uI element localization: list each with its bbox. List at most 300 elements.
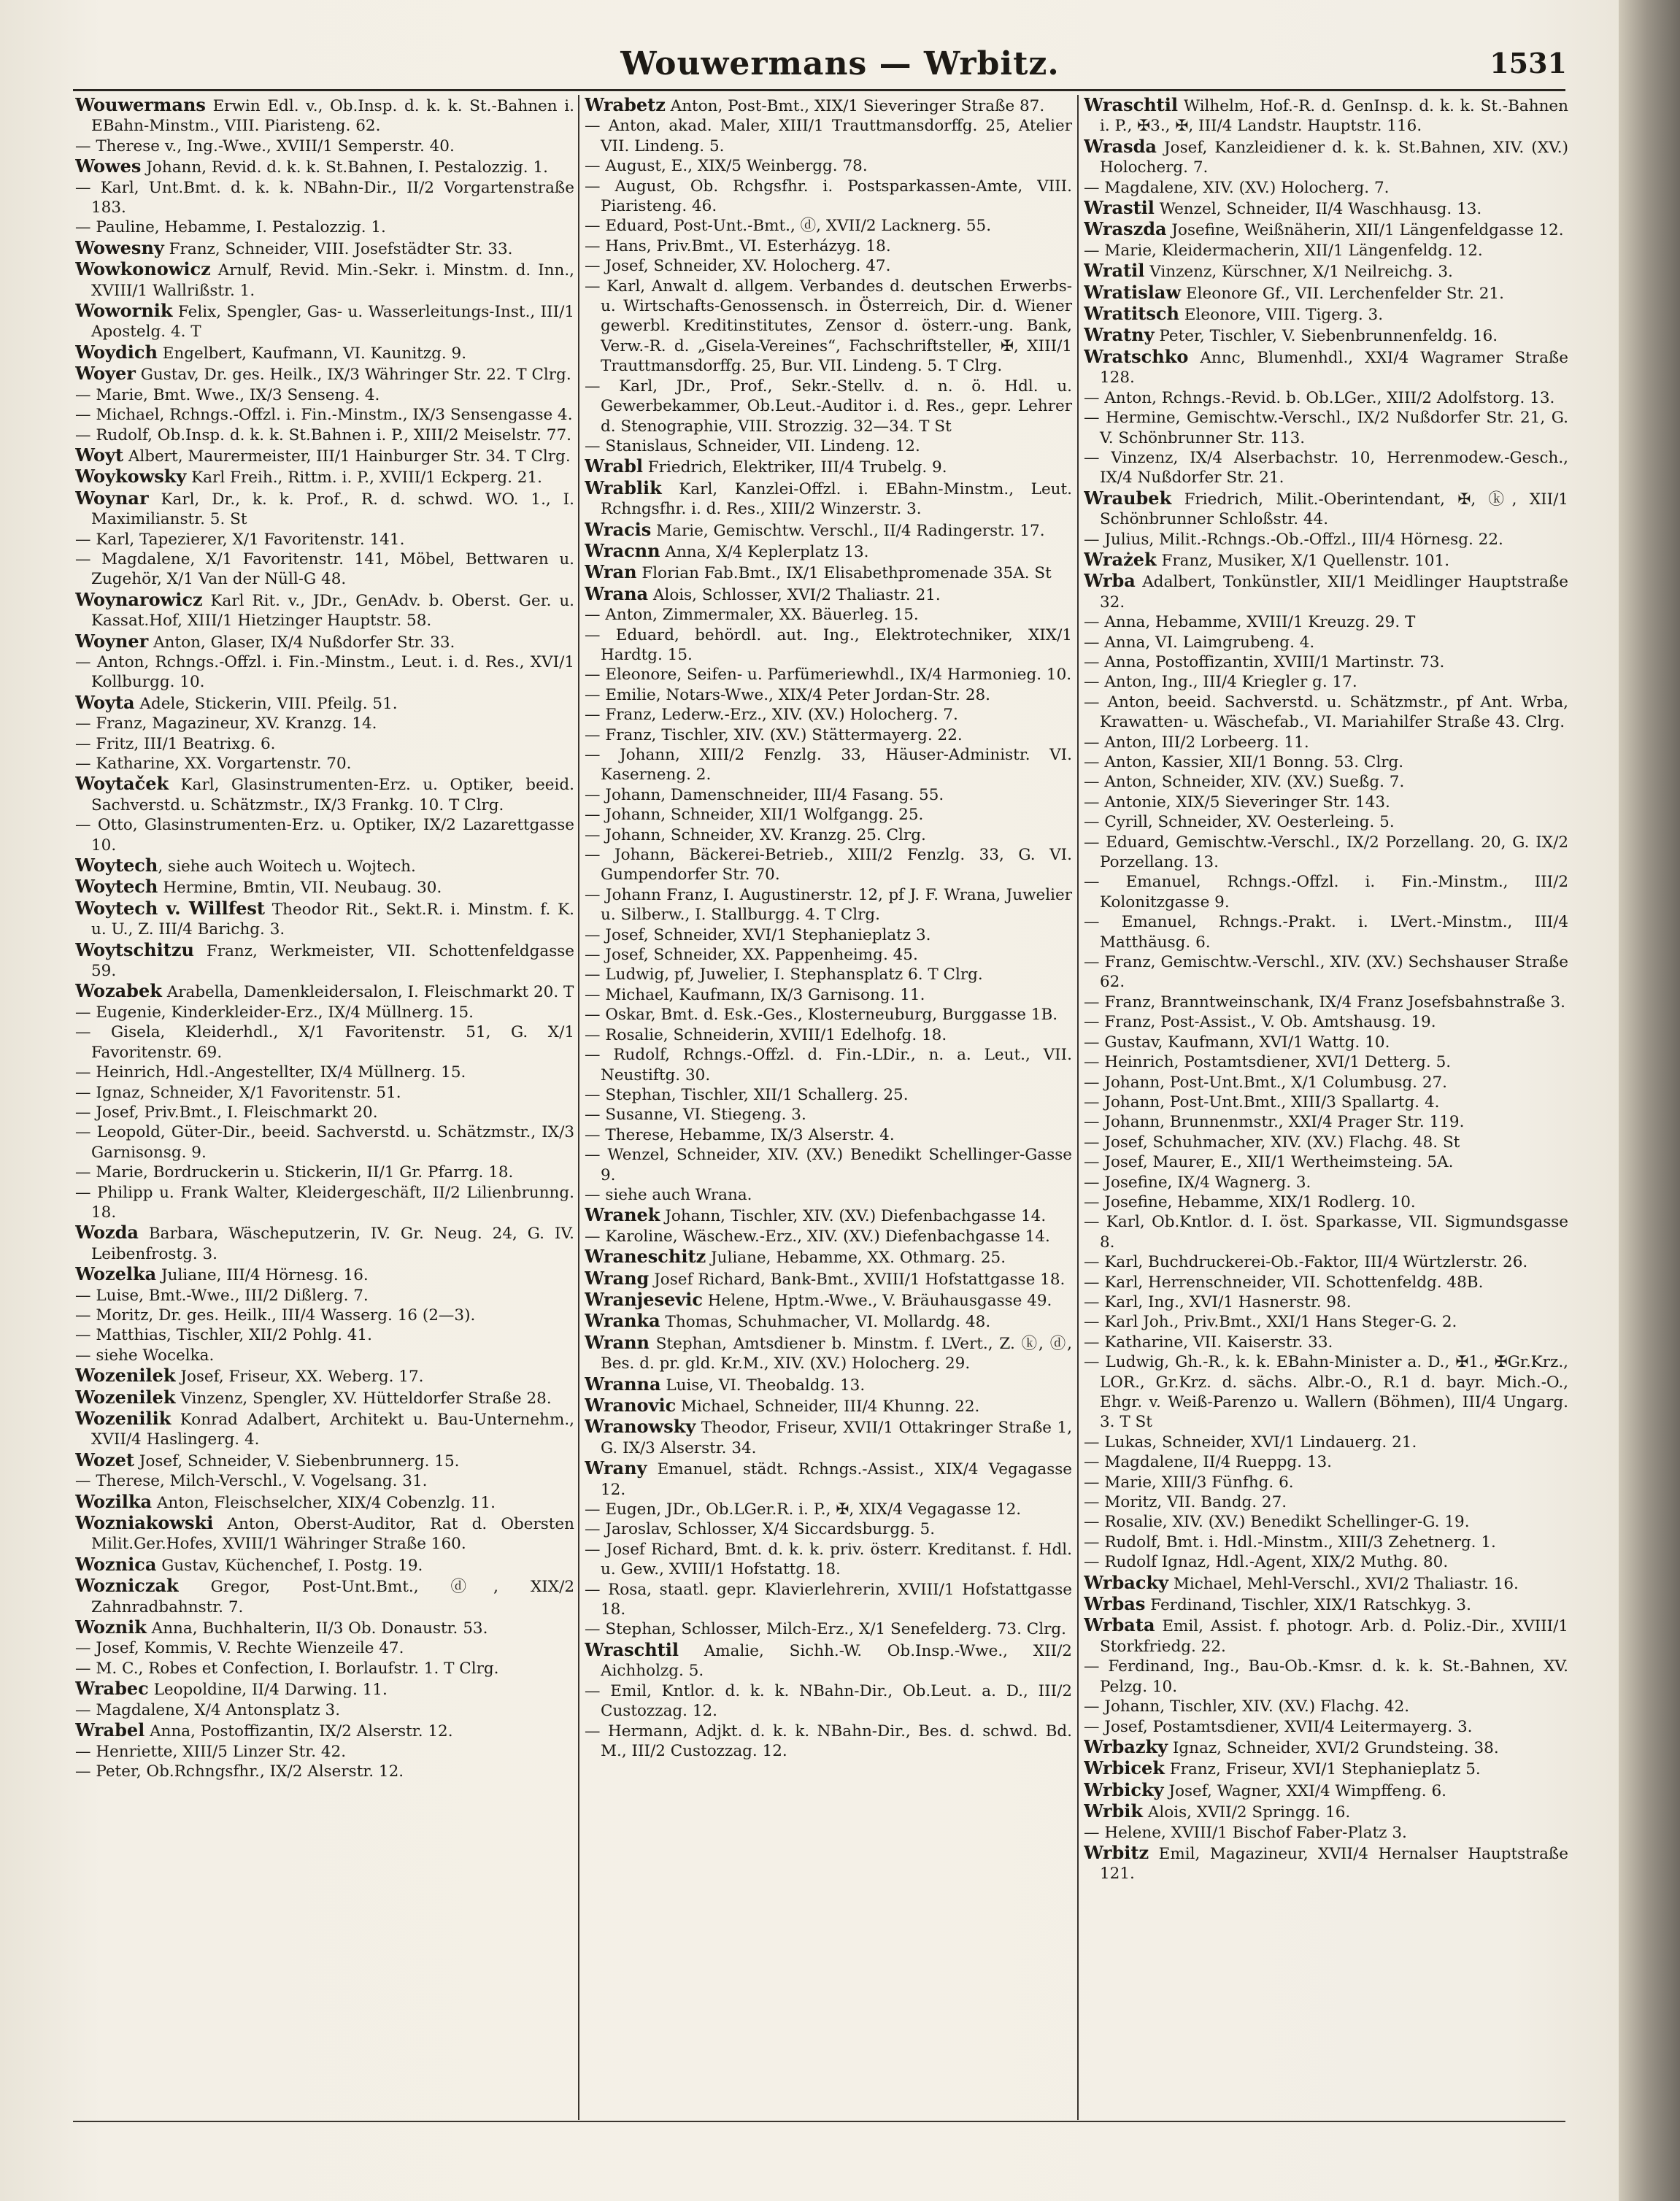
directory-entry bbox=[75, 1492, 574, 1513]
directory-entry bbox=[1084, 793, 1568, 812]
entry-surname: Wran bbox=[585, 561, 637, 583]
entry-text: — Marie, XIII/3 Fünfhg. 6. bbox=[1084, 1473, 1294, 1492]
entry-text: — Therese, Hebamme, IX/3 Alserstr. 4. bbox=[585, 1125, 895, 1144]
directory-entry bbox=[75, 1720, 574, 1741]
entry-text: — Josef, Schneider, XX. Pappenheimg. 45. bbox=[585, 946, 918, 965]
directory-entry bbox=[585, 584, 1072, 605]
directory-entry bbox=[1084, 1801, 1568, 1822]
entry-text: — Rudolf, Rchngs.-Offzl. d. Fin.-LDir., n. a. Leut., VII. Neustiftg. 30. bbox=[585, 1046, 1072, 1084]
directory-entry bbox=[75, 1659, 574, 1678]
directory-entry bbox=[585, 1246, 1072, 1268]
directory-entry bbox=[1084, 1512, 1568, 1532]
directory-entry bbox=[1084, 1697, 1568, 1716]
directory-entry bbox=[1084, 178, 1568, 198]
entry-text: — Karl, Tapezierer, X/1 Favoritenstr. 141. bbox=[75, 530, 405, 549]
entry-surname: Wranka bbox=[585, 1310, 660, 1332]
entry-text: — Eugen, JDr., Ob.LGer.R. i. P., ✠, XIX/4 Vegagasse 12. bbox=[585, 1500, 1022, 1519]
entry-surname: Wranowsky bbox=[585, 1416, 696, 1438]
directory-entry bbox=[585, 456, 1072, 477]
entry-text: Arnulf, Revid. Min.-Sekr. i. Minstm. d. Inn., XVIII/1 Wallrißstr. 1. bbox=[91, 261, 574, 300]
entry-text: — Rosalie, XIV. (XV.) Benedikt Schellinger-G. 19. bbox=[1084, 1513, 1470, 1532]
directory-entry bbox=[1084, 1843, 1568, 1884]
entry-surname: Wrang bbox=[585, 1267, 650, 1289]
directory-entry bbox=[75, 178, 574, 218]
directory-entry bbox=[75, 1264, 574, 1285]
directory-entry bbox=[585, 156, 1072, 176]
entry-text: — Peter, Ob.Rchngsfhr., IX/2 Alserstr. 12. bbox=[75, 1762, 404, 1781]
entry-text: — Pauline, Hebamme, I. Pestalozzig. 1. bbox=[75, 218, 386, 237]
entry-text: — Josefine, IX/4 Wagnerg. 3. bbox=[1084, 1173, 1311, 1192]
directory-entry bbox=[75, 385, 574, 405]
entry-text: Albert, Maurermeister, III/1 Hainburger Str. 34. T Clrg. bbox=[123, 447, 571, 466]
entry-text: Josefine, Weißnäherin, XII/1 Längenfeldgasse 12. bbox=[1166, 221, 1564, 240]
directory-entry bbox=[1084, 347, 1568, 388]
entry-text: — Josefine, Hebamme, XIX/1 Rodlerg. 10. bbox=[1084, 1192, 1416, 1211]
directory-entry bbox=[585, 1640, 1072, 1681]
entry-surname: Wratschko bbox=[1084, 345, 1189, 367]
directory-entry bbox=[1084, 952, 1568, 992]
directory-entry bbox=[585, 1416, 1072, 1458]
entry-surname: Wraschtil bbox=[1084, 95, 1178, 115]
entry-text: — Vinzenz, IX/4 Alserbachstr. 10, Herrenmodew.-Gesch., IX/4 Nußdorfer Str. 21. bbox=[1084, 448, 1568, 487]
directory-entry bbox=[75, 445, 574, 466]
entry-surname: Wranjesevic bbox=[585, 1288, 703, 1310]
entry-surname: Wrastil bbox=[1084, 197, 1155, 219]
directory-entry bbox=[1084, 652, 1568, 672]
directory-entry bbox=[585, 1540, 1072, 1580]
entry-text: — Franz, Gemischtw.-Verschl., XIV. (XV.) Sechshauser Straße 62. bbox=[1084, 953, 1568, 992]
entry-text: — Rudolf Ignaz, Hdl.-Agent, XIX/2 Muthg. 80. bbox=[1084, 1553, 1449, 1572]
entry-surname: Wrbata bbox=[1084, 1614, 1155, 1636]
directory-entry bbox=[1084, 304, 1568, 325]
entry-text: — Anna, Postoffizantin, XVIII/1 Martinstr. 73. bbox=[1084, 652, 1445, 671]
directory-entry bbox=[75, 466, 574, 487]
entry-text: Franz, Schneider, VIII. Josefstädter Str. 33. bbox=[163, 239, 513, 258]
entry-text: Alois, XVII/2 Springg. 16. bbox=[1143, 1803, 1351, 1822]
entry-text: Juliane, Hebamme, XX. Othmarg. 25. bbox=[706, 1249, 1006, 1268]
directory-entry bbox=[585, 1619, 1072, 1639]
directory-entry bbox=[75, 1742, 574, 1762]
entry-text: Ferdinand, Tischler, XIX/1 Ratschkyg. 3. bbox=[1145, 1596, 1471, 1615]
entry-text: — Johann, Brunnenmstr., XXI/4 Prager Str. 119. bbox=[1084, 1113, 1465, 1132]
entry-text: Amalie, Sichh.-W. Ob.Insp.-Wwe., XII/2 Aichholzg. 5. bbox=[601, 1641, 1072, 1681]
entry-text: — Johann, Bäckerei-Betrieb., XIII/2 Fenzlg. 33, G. VI. Gumpendorfer Str. 70. bbox=[585, 846, 1072, 884]
directory-entry bbox=[75, 156, 574, 177]
directory-entry bbox=[75, 1554, 574, 1576]
directory-entry bbox=[1084, 1823, 1568, 1843]
entry-text: Gustav, Dr. ges. Heilk., IX/3 Währinger Str. 22. T Clrg. bbox=[135, 366, 571, 385]
directory-entry bbox=[75, 652, 574, 693]
entry-text: — Anton, Rchngs.-Offzl. i. Fin.-Minstm., Leut. i. d. Res., XVI/1 Kollburgg. 10. bbox=[75, 652, 574, 692]
entry-text: Karl Freih., Rittm. i. P., XVIII/1 Eckperg. 21. bbox=[186, 469, 542, 487]
entry-text: — Anna, VI. Laimgrubeng. 4. bbox=[1084, 633, 1315, 652]
entry-text: Theodor, Friseur, XVII/1 Ottakringer Straße 1, G. IX/3 Alserstr. 34. bbox=[601, 1419, 1072, 1457]
entry-text: Vinzenz, Kürschner, X/1 Neilreichg. 3. bbox=[1144, 263, 1453, 282]
directory-entry bbox=[1084, 1152, 1568, 1172]
entry-text: — Ludwig, Gh.-R., k. k. EBahn-Minister a. D., ✠1., ✠Gr.Krz., LOR., Gr.Krz. d. sächs. Albr.-O., R.1 d. bayr. Mich.-O., Ehgr. v. Weiß-Parenzo u. Wallern (Böhmen), III/4 Ungarg. 3. T St bbox=[1084, 1353, 1568, 1432]
directory-entry bbox=[75, 1617, 574, 1638]
entry-text: Wenzel, Schneider, II/4 Waschhausg. 13. bbox=[1154, 200, 1482, 219]
directory-entry bbox=[75, 95, 574, 136]
directory-entry bbox=[75, 940, 574, 982]
entry-surname: Wrann bbox=[585, 1331, 650, 1353]
entry-text: Emil, Magazineur, XVII/4 Hernalser Hauptstraße 121. bbox=[1100, 1844, 1568, 1884]
entry-text: Ignaz, Schneider, XVI/2 Grundsteing. 38. bbox=[1168, 1738, 1499, 1757]
entry-text: — August, E., XIX/5 Weinbergg. 78. bbox=[585, 157, 868, 176]
directory-entry bbox=[75, 1183, 574, 1223]
entry-text: — Therese v., Ing.-Wwe., XVIII/1 Semperstr. 40. bbox=[75, 136, 455, 155]
directory-entry bbox=[585, 1374, 1072, 1395]
entry-text: Johann, Revid. d. k. k. St.Bahnen, I. Pestalozzig. 1. bbox=[141, 158, 548, 177]
directory-entry bbox=[1084, 571, 1568, 612]
entry-text: — Johann, XIII/2 Fenzlg. 33, Häuser-Administr. VI. Kaserneng. 2. bbox=[585, 746, 1072, 785]
page-number: 1531 bbox=[1490, 47, 1567, 80]
entry-surname: Woytschitzu bbox=[75, 938, 194, 960]
entry-text: — siehe auch Wrana. bbox=[585, 1185, 752, 1204]
directory-entry bbox=[1084, 1452, 1568, 1472]
entry-text: — Katharine, XX. Vorgartenstr. 70. bbox=[75, 755, 352, 773]
entry-surname: Woykowsky bbox=[75, 466, 187, 487]
directory-entry bbox=[1084, 241, 1568, 261]
directory-entry bbox=[585, 1580, 1072, 1620]
entry-text: — Anton, III/2 Lorbeerg. 11. bbox=[1084, 733, 1309, 752]
directory-entry bbox=[585, 216, 1072, 236]
directory-entry bbox=[585, 1205, 1072, 1226]
footer-rule bbox=[73, 2121, 1565, 2122]
entry-text: Josef, Schneider, V. Siebenbrunnerg. 15. bbox=[134, 1452, 460, 1470]
entry-surname: Wracnn bbox=[585, 539, 660, 561]
entry-text: Wilhelm, Hof.-R. d. GenInsp. d. k. k. St.-Bahnen i. P., ✠3., ✠, III/4 Landstr. Hauptstr. 116. bbox=[1100, 97, 1568, 136]
entry-text: Eleonore Gf., VII. Lerchenfelder Str. 21. bbox=[1181, 284, 1504, 303]
directory-entry bbox=[1084, 1252, 1568, 1272]
directory-entry bbox=[1084, 872, 1568, 912]
entry-text: — Wenzel, Schneider, XIV. (XV.) Benedikt Schellinger-Gasse 9. bbox=[585, 1146, 1072, 1184]
directory-entry bbox=[585, 236, 1072, 256]
directory-entry bbox=[585, 1333, 1072, 1374]
directory-entry bbox=[75, 714, 574, 733]
entry-surname: Woyta bbox=[75, 691, 135, 713]
entry-text: — Franz, Branntweinschank, IX/4 Franz Josefsbahnstraße 3. bbox=[1084, 992, 1565, 1011]
entry-text: Friedrich, Milit.-Oberintendant, ✠, ⓚ, XII/1 Schönbrunner Schloßstr. 44. bbox=[1100, 490, 1568, 529]
directory-entry bbox=[585, 116, 1072, 156]
directory-entry bbox=[75, 774, 574, 815]
directory-entry bbox=[1084, 325, 1568, 346]
entry-surname: Woytech v. Willfest bbox=[75, 897, 265, 919]
entry-text: — Rudolf, Ob.Insp. d. k. k. St.Bahnen i. P., XIII/2 Meiselstr. 77. bbox=[75, 425, 571, 444]
entry-text: — Anna, Hebamme, XVIII/1 Kreuzg. 29. T bbox=[1084, 613, 1416, 632]
entry-text: — Magdalene, XIV. (XV.) Holocherg. 7. bbox=[1084, 178, 1390, 197]
directory-entry bbox=[585, 1145, 1072, 1185]
entry-text: Theodor Rit., Sekt.R. i. Minstm. f. K. u. U., Z. III/4 Barichg. 3. bbox=[91, 900, 574, 939]
entry-text: — Stephan, Schlosser, Milch-Erz., X/1 Senefelderg. 73. Clrg. bbox=[585, 1620, 1066, 1639]
directory-entry bbox=[1084, 1212, 1568, 1252]
directory-entry bbox=[585, 1395, 1072, 1416]
entry-text: — Therese, Milch-Verschl., V. Vogelsang. 31. bbox=[75, 1472, 428, 1491]
page-title: Wouwermans — Wrbitz. bbox=[620, 45, 1060, 82]
directory-entry bbox=[75, 550, 574, 590]
entry-text: Peter, Tischler, V. Siebenbrunnenfeldg. 16. bbox=[1154, 327, 1498, 346]
entry-surname: Wozniczak bbox=[75, 1575, 179, 1597]
directory-entry bbox=[585, 685, 1072, 705]
entry-surname: Wraszda bbox=[1084, 218, 1167, 240]
directory-entry bbox=[75, 981, 574, 1002]
entry-text: Anton, Glaser, IX/4 Nußdorfer Str. 33. bbox=[148, 633, 455, 652]
entry-surname: Woytech bbox=[75, 876, 158, 898]
directory-entry bbox=[1084, 1352, 1568, 1433]
directory-entry bbox=[585, 520, 1072, 541]
entry-text: — Eugenie, Kinderkleider-Erz., IX/4 Müllnerg. 15. bbox=[75, 1003, 474, 1022]
directory-entry bbox=[585, 945, 1072, 965]
entry-text: — Susanne, VI. Stiegeng. 3. bbox=[585, 1106, 806, 1125]
directory-entry bbox=[585, 705, 1072, 725]
entry-text: — Ignaz, Schneider, X/1 Favoritenstr. 51. bbox=[75, 1083, 401, 1102]
entry-text: Erwin Edl. v., Ob.Insp. d. k. k. St.-Bahnen i. EBahn-Minstm., VIII. Piaristeng. 62. bbox=[91, 97, 574, 136]
directory-entry bbox=[585, 95, 1072, 116]
entry-text: — Franz, Magazineur, XV. Kranzg. 14. bbox=[75, 714, 377, 733]
entry-text: Karl, Kanzlei-Offzl. i. EBahn-Minstm., Leut. Rchngsfhr. i. d. Res., XIII/2 Winzerstr. 3. bbox=[601, 479, 1072, 519]
entry-text: — Stephan, Tischler, XII/1 Schallerg. 25. bbox=[585, 1085, 909, 1104]
entry-text: Gustav, Küchenchef, I. Postg. 19. bbox=[156, 1556, 423, 1575]
directory-entry bbox=[1084, 219, 1568, 240]
entry-text: — Karoline, Wäschew.-Erz., XIV. (XV.) Diefenbachgasse 14. bbox=[585, 1227, 1050, 1246]
entry-text: — Emil, Kntlor. d. k. k. NBahn-Dir., Ob.Leut. a. D., III/2 Custozzag. 12. bbox=[585, 1681, 1072, 1721]
directory-entry bbox=[1084, 136, 1568, 178]
entry-text: — Michael, Rchngs.-Offzl. i. Fin.-Minstm., IX/3 Sensengasse 4. bbox=[75, 406, 573, 425]
entry-text: — Karl, Herrenschneider, VII. Schottenfeldg. 48B. bbox=[1084, 1273, 1484, 1292]
entry-text: — Johann, Damenschneider, III/4 Fasang. 55. bbox=[585, 785, 944, 804]
directory-entry bbox=[75, 1222, 574, 1264]
entry-surname: Wrasda bbox=[1084, 135, 1157, 157]
entry-text: — Eduard, Post-Unt.-Bmt., ⓓ, XVII/2 Lacknerg. 55. bbox=[585, 217, 992, 236]
directory-entry bbox=[75, 815, 574, 855]
entry-surname: Wrabel bbox=[75, 1719, 145, 1741]
directory-entry bbox=[75, 425, 574, 445]
directory-entry bbox=[75, 530, 574, 550]
entry-text: Florian Fab.Bmt., IX/1 Elisabethpromenade 35A. St bbox=[636, 564, 1052, 583]
entry-text: Eleonore, VIII. Tigerg. 3. bbox=[1179, 306, 1384, 325]
entry-text: — August, Ob. Rchgsfhr. i. Postsparkassen-Amte, VIII. Piaristeng. 46. bbox=[585, 177, 1072, 216]
entry-text: — Matthias, Tischler, XII/2 Pohlg. 41. bbox=[75, 1326, 372, 1345]
entry-text: Anna, Postoffizantin, IX/2 Alserstr. 12. bbox=[145, 1722, 453, 1741]
entry-text: Johann, Tischler, XIV. (XV.) Diefenbachgasse 14. bbox=[660, 1207, 1047, 1226]
directory-entry bbox=[75, 754, 574, 774]
entry-text: Josef, Friseur, XX. Weberg. 17. bbox=[175, 1368, 424, 1387]
entry-text: Juliane, III/4 Hörnesg. 16. bbox=[156, 1266, 369, 1285]
directory-entry bbox=[585, 177, 1072, 217]
directory-column-2 bbox=[585, 95, 1072, 2120]
entry-surname: Wozniakowski bbox=[75, 1512, 214, 1534]
directory-entry bbox=[75, 1513, 574, 1554]
directory-entry bbox=[1084, 1717, 1568, 1737]
directory-entry bbox=[585, 1085, 1072, 1105]
entry-text: — Gustav, Kaufmann, XVI/1 Wattg. 10. bbox=[1084, 1033, 1390, 1052]
directory-entry bbox=[75, 488, 574, 530]
entry-text: Josef Richard, Bank-Bmt., XVIII/1 Hofstattgasse 18. bbox=[649, 1270, 1066, 1289]
directory-entry bbox=[75, 876, 574, 898]
directory-entry bbox=[75, 136, 574, 156]
directory-entry bbox=[1084, 1273, 1568, 1292]
directory-entry bbox=[75, 1003, 574, 1022]
directory-entry bbox=[1084, 282, 1568, 304]
directory-entry bbox=[1084, 1657, 1568, 1697]
entry-surname: Wrabetz bbox=[585, 95, 666, 115]
entry-surname: Wouwermans bbox=[75, 95, 206, 115]
directory-entry bbox=[585, 1005, 1072, 1025]
directory-entry bbox=[75, 1365, 574, 1387]
entry-text: — Lukas, Schneider, XVI/1 Lindauerg. 21. bbox=[1084, 1433, 1417, 1452]
entry-text: — Heinrich, Postamtsdiener, XVI/1 Detterg. 5. bbox=[1084, 1053, 1452, 1072]
entry-text: — Ludwig, pf, Juwelier, I. Stephansplatz 6. T Clrg. bbox=[585, 965, 983, 984]
directory-entry bbox=[585, 1290, 1072, 1311]
entry-text: — Julius, Milit.-Rchngs.-Ob.-Offzl., III/4 Hörnesg. 22. bbox=[1084, 530, 1503, 549]
entry-text: — Karl, Buchdruckerei-Ob.-Faktor, III/4 Würtzlerstr. 26. bbox=[1084, 1253, 1528, 1272]
entry-text: — Karl, JDr., Prof., Sekr.-Stellv. d. n. ö. Hdl. u. Gewerbekammer, Ob.Leut.-Auditor i. d. Res., gepr. Lehrer d. Stenographie, VIII. Strozzig. 32—34. T St bbox=[585, 377, 1072, 436]
entry-text: Hermine, Bmtin, VII. Neubaug. 30. bbox=[158, 879, 442, 898]
directory-entry bbox=[1084, 812, 1568, 832]
directory-entry bbox=[75, 1286, 574, 1306]
directory-entry bbox=[1084, 1492, 1568, 1512]
entry-text: — Magdalene, X/1 Favoritenstr. 141, Möbel, Bettwaren u. Zugehör, X/1 Van der Nüll-G 48. bbox=[75, 550, 574, 589]
entry-text: — Helene, XVIII/1 Bischof Faber-Platz 3. bbox=[1084, 1823, 1407, 1842]
directory-entry bbox=[75, 342, 574, 363]
entry-text: Anna, Buchhalterin, II/3 Ob. Donaustr. 53. bbox=[146, 1619, 488, 1638]
directory-entry bbox=[1084, 912, 1568, 952]
entry-text: — Hans, Priv.Bmt., VI. Esterházyg. 18. bbox=[585, 236, 891, 255]
directory-entry bbox=[1084, 530, 1568, 550]
directory-entry bbox=[1084, 488, 1568, 530]
directory-entry bbox=[585, 1268, 1072, 1290]
directory-entry bbox=[585, 436, 1072, 456]
directory-entry bbox=[75, 1103, 574, 1122]
directory-entry bbox=[75, 590, 574, 631]
directory-entry bbox=[585, 785, 1072, 805]
entry-text: Stephan, Amtsdiener b. Minstm. f. LVert., Z. ⓚ, ⓓ, Bes. d. pr. gld. Kr.M., XIV. (XV.) Holocherg. 29. bbox=[601, 1334, 1072, 1373]
header-rule bbox=[73, 89, 1565, 91]
entry-surname: Wozda bbox=[75, 1222, 139, 1244]
entry-surname: Wowkonowicz bbox=[75, 258, 211, 280]
entry-surname: Wozabek bbox=[75, 980, 162, 1002]
entry-text: — Rosalie, Schneiderin, XVIII/1 Edelhofg. 18. bbox=[585, 1025, 947, 1044]
entry-text: — Heinrich, Hdl.-Angestellter, IX/4 Müllnerg. 15. bbox=[75, 1063, 466, 1082]
entry-text: Helene, Hptm.-Wwe., V. Bräuhausgasse 49. bbox=[702, 1291, 1052, 1310]
entry-surname: Wraschtil bbox=[585, 1638, 679, 1660]
entry-surname: Wratny bbox=[1084, 324, 1155, 346]
entry-text: Emanuel, städt. Rchngs.-Assist., XIX/4 Vegagasse 12. bbox=[601, 1460, 1072, 1499]
directory-entry bbox=[585, 805, 1072, 825]
directory-entry bbox=[1084, 633, 1568, 652]
entry-surname: Wrabec bbox=[75, 1678, 149, 1700]
directory-entry bbox=[585, 1185, 1072, 1205]
entry-text: — Johann, Schneider, XV. Kranzg. 25. Clrg. bbox=[585, 825, 926, 844]
entry-text: — Marie, Bordruckerin u. Stickerin, II/1 Gr. Pfarrg. 18. bbox=[75, 1163, 514, 1182]
directory-entry bbox=[1084, 752, 1568, 772]
entry-text: Anton, Fleischselcher, XIX/4 Cobenzlg. 11. bbox=[152, 1493, 496, 1512]
entry-text: — Otto, Glasinstrumenten-Erz. u. Optiker, IX/2 Lazarettgasse 10. bbox=[75, 816, 574, 855]
entry-surname: Woznik bbox=[75, 1616, 147, 1638]
entry-text: , siehe auch Woitech u. Wojtech. bbox=[158, 857, 416, 876]
directory-entry bbox=[585, 1311, 1072, 1332]
entry-text: — Cyrill, Schneider, XV. Oesterleing. 5. bbox=[1084, 813, 1395, 832]
directory-entry bbox=[1084, 1312, 1568, 1332]
directory-entry bbox=[1084, 550, 1568, 571]
entry-text: — Karl, Ing., XVI/1 Hasnerstr. 98. bbox=[1084, 1292, 1352, 1311]
entry-text: — Anton, Rchngs.-Revid. b. Ob.LGer., XIII/2 Adolfstorg. 13. bbox=[1084, 388, 1555, 407]
directory-entry bbox=[75, 1638, 574, 1658]
directory-entry bbox=[585, 605, 1072, 625]
entry-surname: Wrażek bbox=[1084, 548, 1157, 570]
entry-text: Alois, Schlosser, XVI/2 Thaliastr. 21. bbox=[648, 585, 941, 604]
directory-column-1 bbox=[75, 95, 574, 2120]
entry-surname: Wratitsch bbox=[1084, 303, 1179, 325]
entry-text: — Josef Richard, Bmt. d. k. k. priv. österr. Kreditanst. f. Hdl. u. Gew., XVIII/1 Hofstattg. 18. bbox=[585, 1540, 1072, 1579]
directory-entry bbox=[585, 885, 1072, 925]
entry-surname: Woyt bbox=[75, 444, 124, 466]
entry-text: Franz, Werkmeister, VII. Schottenfeldgasse 59. bbox=[91, 941, 574, 981]
directory-entry bbox=[75, 405, 574, 425]
entry-text: — Johann, Post-Unt.Bmt., XIII/3 Spallartg. 4. bbox=[1084, 1092, 1440, 1111]
entry-text: — Eduard, Gemischtw.-Verschl., IX/2 Porzellang. 20, G. IX/2 Porzellang. 13. bbox=[1084, 833, 1568, 872]
entry-surname: Wozilka bbox=[75, 1490, 153, 1512]
entry-surname: Wozelka bbox=[75, 1263, 157, 1285]
entry-text: — Ferdinand, Ing., Bau-Ob.-Kmsr. d. k. k. St.-Bahnen, XV. Pelzg. 10. bbox=[1084, 1657, 1568, 1696]
entry-surname: Wowornik bbox=[75, 300, 173, 322]
directory-entry bbox=[585, 1458, 1072, 1500]
entry-text: — Josef, Kommis, V. Rechte Wienzeile 47. bbox=[75, 1639, 404, 1658]
entry-text: — siehe Wocelka. bbox=[75, 1346, 215, 1365]
page-edge-shadow bbox=[1619, 0, 1680, 2201]
directory-entry bbox=[75, 1306, 574, 1325]
directory-entry bbox=[1084, 1073, 1568, 1092]
directory-entry bbox=[1084, 448, 1568, 488]
directory-entry bbox=[585, 1227, 1072, 1246]
entry-text: — Karl, Ob.Kntlor. d. I. öst. Sparkasse, VII. Sigmundsgasse 8. bbox=[1084, 1213, 1568, 1252]
directory-column-3 bbox=[1084, 95, 1568, 2120]
entry-text: Karl, Glasinstrumenten-Erz. u. Optiker, beeid. Sachverstd. u. Schätzmstr., IX/3 Frankg. 10. T Clrg. bbox=[91, 776, 574, 814]
directory-entry bbox=[1084, 1112, 1568, 1132]
directory-entry bbox=[75, 259, 574, 301]
entry-surname: Wranek bbox=[585, 1204, 660, 1226]
directory-entry bbox=[1084, 1594, 1568, 1615]
directory-entry bbox=[1084, 1552, 1568, 1572]
entry-text: — Moritz, VII. Bandg. 27. bbox=[1084, 1493, 1287, 1512]
entry-text: Adalbert, Tonkünstler, XII/1 Meidlinger Hauptstraße 32. bbox=[1100, 573, 1568, 612]
entry-text: Felix, Spengler, Gas- u. Wasserleitungs-Inst., III/1 Apostelg. 4. T bbox=[91, 303, 574, 342]
directory-entry bbox=[1084, 693, 1568, 733]
entry-surname: Wranovic bbox=[585, 1395, 677, 1416]
directory-entry bbox=[585, 1722, 1072, 1762]
directory-entry bbox=[585, 925, 1072, 945]
entry-text: Annc, Blumenhdl., XXI/4 Wagramer Straße 128. bbox=[1100, 348, 1568, 388]
directory-entry bbox=[1084, 1573, 1568, 1594]
directory-entry bbox=[585, 1025, 1072, 1045]
entry-text: — Marie, Bmt. Wwe., IX/3 Senseng. 4. bbox=[75, 385, 380, 404]
entry-text: — Magdalene, II/4 Rueppg. 13. bbox=[1084, 1453, 1333, 1472]
directory-entry bbox=[1084, 1092, 1568, 1112]
directory-entry bbox=[585, 541, 1072, 562]
entry-text: Anna, X/4 Keplerplatz 13. bbox=[660, 542, 869, 561]
directory-entry bbox=[585, 625, 1072, 666]
entry-text: Luise, VI. Theobaldg. 13. bbox=[660, 1376, 866, 1395]
entry-surname: Wranna bbox=[585, 1373, 661, 1395]
entry-surname: Wozenilek bbox=[75, 1386, 176, 1408]
entry-surname: Woyner bbox=[75, 630, 149, 652]
entry-text: — Magdalene, X/4 Antonsplatz 3. bbox=[75, 1700, 341, 1719]
directory-entry bbox=[75, 301, 574, 342]
entry-text: Engelbert, Kaufmann, VI. Kaunitzg. 9. bbox=[157, 344, 467, 363]
directory-entry bbox=[1084, 198, 1568, 219]
directory-entry bbox=[585, 745, 1072, 785]
directory-entry bbox=[75, 1678, 574, 1700]
